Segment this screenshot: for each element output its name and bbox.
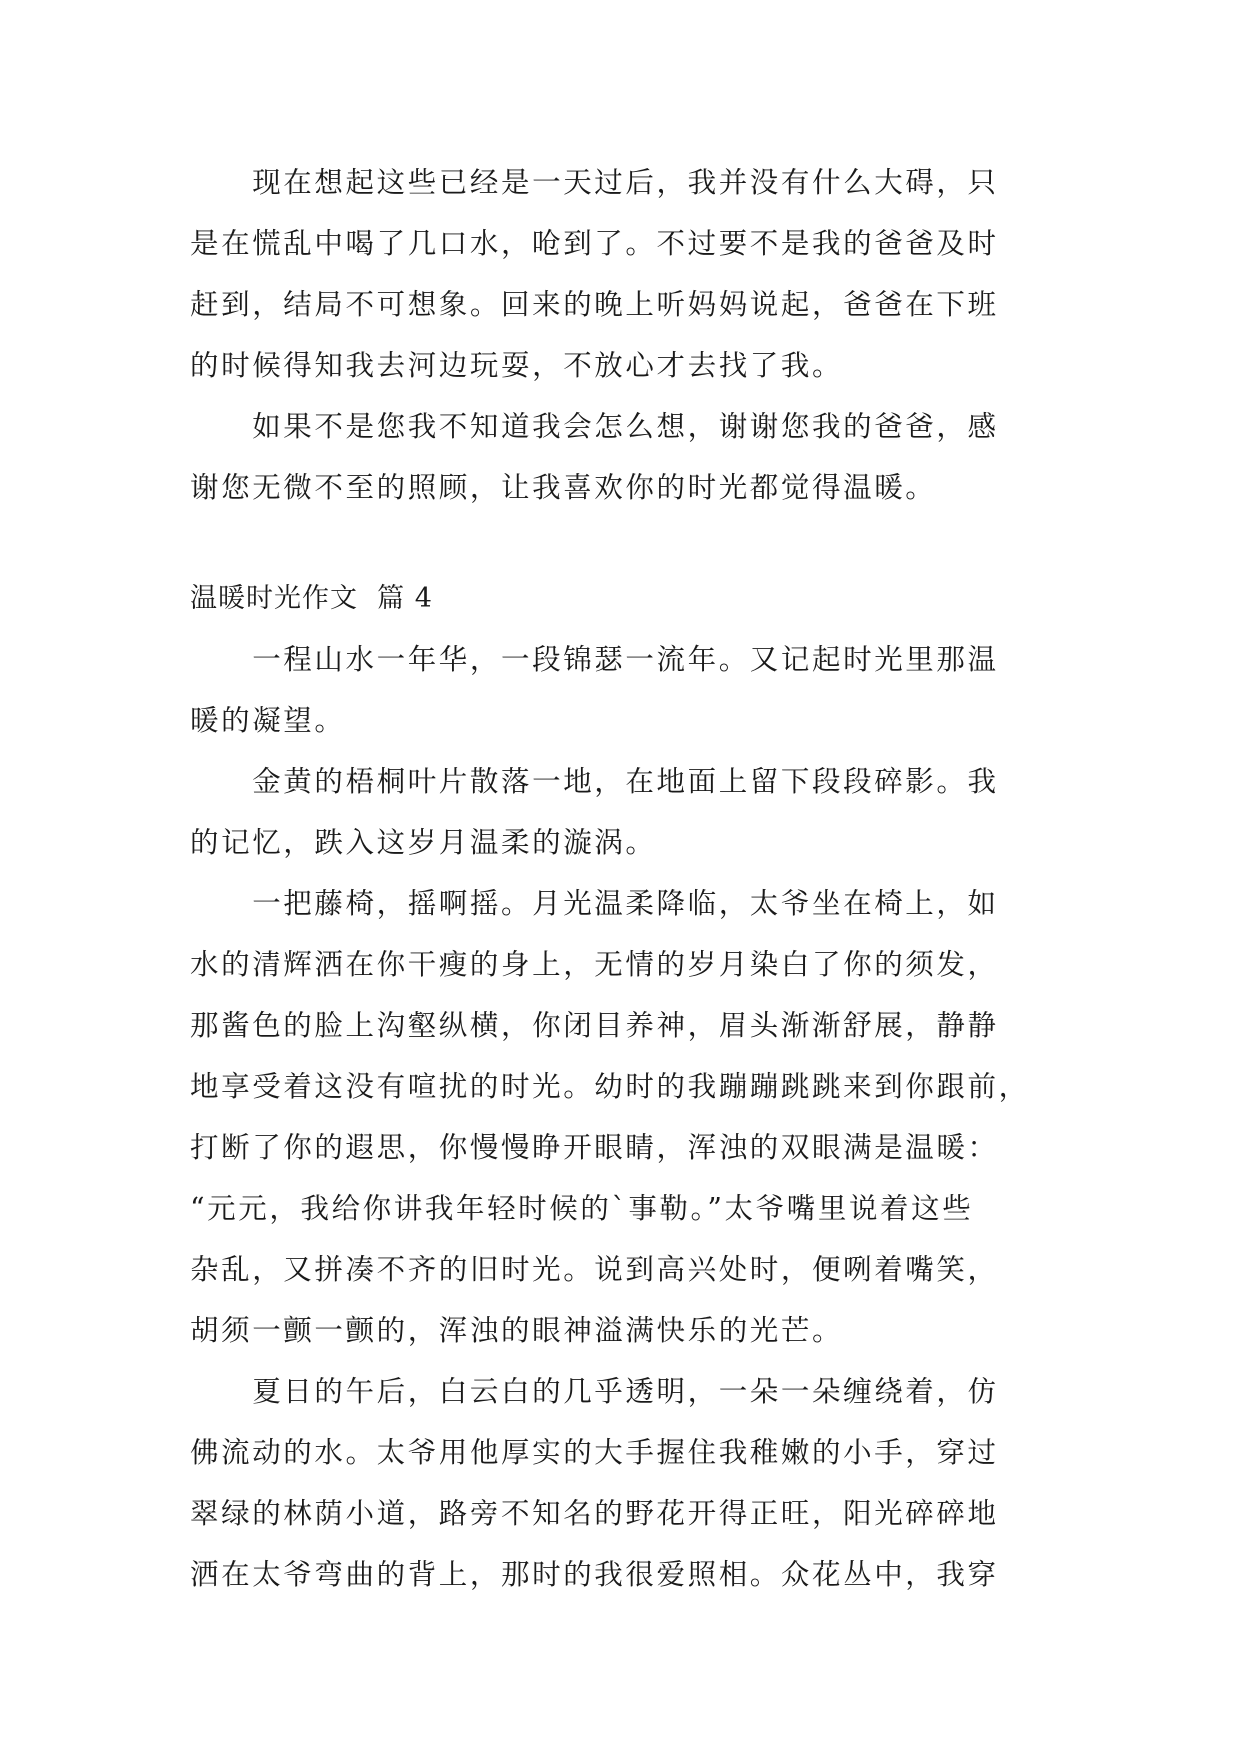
text-line: 地享受着这没有喧扰的时光。幼时的我蹦蹦跳跳来到你跟前， <box>190 1070 1030 1103</box>
paragraph-group-body <box>190 629 1060 1605</box>
text-line: 那酱色的脸上沟壑纵横，你闭目养神，眉头渐渐舒展，静静 <box>190 1009 999 1042</box>
text-line: 翠绿的林荫小道，路旁不知名的野花开得正旺，阳光碎碎地 <box>190 1497 999 1530</box>
section-heading-block <box>190 568 1060 629</box>
text-line: 谢您无微不至的照顾，让我喜欢你的时光都觉得温暖。 <box>190 471 937 504</box>
text-line: 打断了你的遐思，你慢慢睁开眼睛，浑浊的双眼满是温暖： <box>190 1131 999 1164</box>
section-title: 温暖时光作文 篇 4 <box>190 583 433 614</box>
text-line: 现在想起这些已经是一天过后，我并没有什么大碍，只 <box>190 166 999 199</box>
text-line: 杂乱，又拼凑不齐的旧时光。说到高兴处时，便咧着嘴笑， <box>190 1253 999 1286</box>
text-line: 佛流动的水。太爷用他厚实的大手握住我稚嫩的小手，穿过 <box>190 1436 999 1469</box>
text-line: 夏日的午后，白云白的几乎透明，一朵一朵缠绕着，仿 <box>190 1375 999 1408</box>
text-line: 如果不是您我不知道我会怎么想，谢谢您我的爸爸，感 <box>190 410 999 443</box>
text-line: 是在慌乱中喝了几口水，呛到了。不过要不是我的爸爸及时 <box>190 227 999 260</box>
text-line: 一程山水一年华，一段锦瑟一流年。又记起时光里那温 <box>190 643 999 676</box>
text-line: 的时候得知我去河边玩耍，不放心才去找了我。 <box>190 349 844 382</box>
text-line: 胡须一颤一颤的，浑浊的眼神溢满快乐的光芒。 <box>190 1314 844 1347</box>
text-line: 金黄的梧桐叶片散落一地，在地面上留下段段碎影。我 <box>190 765 999 798</box>
text-line: 的记忆，跌入这岁月温柔的漩涡。 <box>190 826 657 859</box>
text-line: 洒在太爷弯曲的背上，那时的我很爱照相。众花丛中，我穿 <box>190 1558 999 1591</box>
text-line: “元元，我给你讲我年轻时候的`事勒。”太爷嘴里说着这些 <box>190 1192 974 1225</box>
paragraph-group-top <box>190 152 1060 518</box>
text-line: 一把藤椅，摇啊摇。月光温柔降临，太爷坐在椅上，如 <box>190 887 999 920</box>
text-line: 赶到，结局不可想象。回来的晚上听妈妈说起，爸爸在下班 <box>190 288 999 321</box>
text-line: 暖的凝望。 <box>190 704 346 737</box>
text-line: 水的清辉洒在你干瘦的身上，无情的岁月染白了你的须发， <box>190 948 999 981</box>
